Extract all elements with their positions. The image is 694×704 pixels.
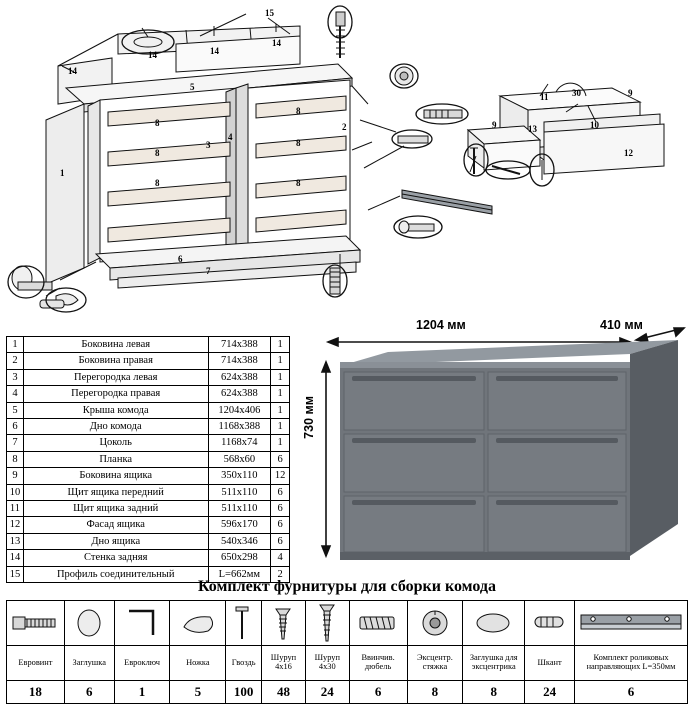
hardware-qty: 8 [463, 681, 525, 704]
callout-11: 11 [540, 92, 549, 102]
hardware-label: Шуруп 4x16 [262, 646, 306, 681]
hardware-qty: 1 [114, 681, 170, 704]
callout-8-b: 8 [155, 148, 160, 158]
table-row [7, 369, 290, 385]
photo-svg [300, 318, 690, 578]
table-row [7, 517, 290, 533]
hardware-cell-confirmat-dowel [349, 601, 407, 646]
callout-7: 7 [206, 266, 211, 276]
callout-14-a: 14 [148, 50, 157, 60]
hardware-qty: 6 [64, 681, 114, 704]
hardware-cell-slide-rail [575, 601, 688, 646]
hardware-cell-euro-key [114, 601, 170, 646]
part-name: Планка [23, 451, 208, 467]
part-no: 14 [7, 550, 24, 566]
callout-10: 10 [590, 120, 599, 130]
part-name: Щит ящика задний [23, 501, 208, 517]
hardware-cell-dowel [525, 601, 575, 646]
part-size: 540x346 [208, 533, 271, 549]
height-dimension-label: 730 мм [302, 396, 316, 439]
euro-key-icon [115, 601, 170, 645]
part-size: 511x110 [208, 501, 271, 517]
table-row [7, 501, 290, 517]
confirmat-dowel-icon [350, 601, 407, 645]
part-name: Боковина правая [23, 353, 208, 369]
hardware-qty: 48 [262, 681, 306, 704]
part-qty: 1 [271, 386, 290, 402]
part-qty: 4 [271, 550, 290, 566]
exploded-assembly-diagram [0, 0, 694, 316]
part-qty: 6 [271, 517, 290, 533]
part-size: 624x388 [208, 369, 271, 385]
hardware-label: Ввинчив. дюбель [349, 646, 407, 681]
callout-5: 5 [190, 82, 195, 92]
table-row [7, 386, 290, 402]
part-qty: 6 [271, 484, 290, 500]
table-row [7, 550, 290, 566]
part-size: 350x110 [208, 468, 271, 484]
callout-14-b: 14 [210, 46, 219, 56]
hardware-qty: 6 [349, 681, 407, 704]
hardware-label: Шуруп 4x30 [305, 646, 349, 681]
part-no: 11 [7, 501, 24, 517]
callout-3: 3 [206, 140, 211, 150]
cap-icon [65, 601, 114, 645]
table-row [7, 402, 290, 418]
table-row [7, 451, 290, 467]
table-row [7, 337, 290, 353]
part-no: 10 [7, 484, 24, 500]
part-qty: 2 [271, 566, 290, 582]
callout-8-e: 8 [296, 138, 301, 148]
part-name: Дно ящика [23, 533, 208, 549]
hardware-cell-cam-lock [407, 601, 463, 646]
part-qty: 12 [271, 468, 290, 484]
part-name: Боковина левая [23, 337, 208, 353]
part-qty: 1 [271, 353, 290, 369]
part-name: Щит ящика передний [23, 484, 208, 500]
hardware-label: Гвоздь [226, 646, 262, 681]
screw-4x30-icon [306, 601, 349, 645]
callout-15: 15 [265, 8, 274, 18]
part-size: 624x388 [208, 386, 271, 402]
part-name: Фасад ящика [23, 517, 208, 533]
part-name: Профиль соединительный [23, 566, 208, 582]
hardware-label-row [7, 646, 688, 681]
part-size: 596x170 [208, 517, 271, 533]
table-row [7, 419, 290, 435]
hardware-qty: 100 [226, 681, 262, 704]
callout-12: 12 [624, 148, 633, 158]
part-no: 9 [7, 468, 24, 484]
callout-8-c: 8 [155, 178, 160, 188]
parts-table-body [7, 337, 290, 583]
hardware-label: Шкант [525, 646, 575, 681]
callout-9-b: 9 [628, 88, 633, 98]
hardware-kit-title: Комплект фурнитуры для сборки комода [198, 578, 496, 595]
callout-2: 2 [342, 122, 347, 132]
part-size: 1168x388 [208, 419, 271, 435]
parts-table [6, 336, 290, 583]
hardware-label: Евровинт [7, 646, 65, 681]
hardware-qty-row [7, 681, 688, 704]
part-size: 714x388 [208, 337, 271, 353]
width-dimension-label: 1204 мм [416, 318, 466, 332]
depth-dimension-label: 410 мм [600, 318, 643, 332]
part-no: 3 [7, 369, 24, 385]
part-name: Стенка задняя [23, 550, 208, 566]
callout-30: 30 [572, 88, 581, 98]
part-name: Дно комода [23, 419, 208, 435]
part-no: 5 [7, 402, 24, 418]
hardware-qty: 24 [305, 681, 349, 704]
callout-8-a: 8 [155, 118, 160, 128]
hardware-label: Евроключ [114, 646, 170, 681]
hardware-qty: 6 [575, 681, 688, 704]
part-name: Цоколь [23, 435, 208, 451]
hardware-qty: 24 [525, 681, 575, 704]
hardware-label: Ножка [170, 646, 226, 681]
hardware-cell-cap [64, 601, 114, 646]
part-qty: 1 [271, 369, 290, 385]
hardware-label: Заглушка [64, 646, 114, 681]
euro-screw-icon [7, 601, 64, 645]
part-size: 650x298 [208, 550, 271, 566]
hardware-qty: 5 [170, 681, 226, 704]
cam-lock-icon [408, 601, 463, 645]
part-qty: 1 [271, 402, 290, 418]
hardware-cell-leg [170, 601, 226, 646]
part-no: 1 [7, 337, 24, 353]
hardware-qty: 18 [7, 681, 65, 704]
leg-icon [170, 601, 225, 645]
part-size: 568x60 [208, 451, 271, 467]
part-qty: 1 [271, 435, 290, 451]
part-no: 8 [7, 451, 24, 467]
product-photo [300, 318, 690, 578]
part-no: 15 [7, 566, 24, 582]
nail-icon [226, 601, 261, 645]
hardware-qty: 8 [407, 681, 463, 704]
hardware-icon-row [7, 601, 688, 646]
part-no: 7 [7, 435, 24, 451]
callout-14-c: 14 [272, 38, 281, 48]
hardware-label: Эксцентр. стяжка [407, 646, 463, 681]
part-no: 13 [7, 533, 24, 549]
part-no: 2 [7, 353, 24, 369]
table-row [7, 468, 290, 484]
dowel-icon [525, 601, 574, 645]
part-name: Перегородка правая [23, 386, 208, 402]
hardware-label: Комплект роликовых направляющих L=350мм [575, 646, 688, 681]
table-row [7, 484, 290, 500]
hardware-cell-cam-cap [463, 601, 525, 646]
slide-rail-icon [575, 601, 687, 645]
part-qty: 6 [271, 451, 290, 467]
part-no: 6 [7, 419, 24, 435]
part-name: Боковина ящика [23, 468, 208, 484]
hardware-cell-screw-4x16 [262, 601, 306, 646]
hardware-kit-body [7, 601, 688, 704]
table-row [7, 353, 290, 369]
table-row [7, 533, 290, 549]
callout-8-f: 8 [296, 178, 301, 188]
hardware-label: Заглушка для эксцентрика [463, 646, 525, 681]
part-qty: 1 [271, 419, 290, 435]
part-size: 1204x406 [208, 402, 271, 418]
part-name: Крыша комода [23, 402, 208, 418]
callout-9-a: 9 [492, 120, 497, 130]
hardware-kit-table [6, 600, 688, 704]
callout-1: 1 [60, 168, 65, 178]
callout-6: 6 [178, 254, 183, 264]
part-size: 1168x74 [208, 435, 271, 451]
hardware-cell-screw-4x30 [305, 601, 349, 646]
callout-14-d: 14 [68, 66, 77, 76]
part-qty: 6 [271, 533, 290, 549]
part-size: 511x110 [208, 484, 271, 500]
callout-13: 13 [528, 124, 537, 134]
part-size: 714x388 [208, 353, 271, 369]
part-qty: 1 [271, 337, 290, 353]
hardware-cell-nail [226, 601, 262, 646]
screw-4x16-icon [262, 601, 305, 645]
cam-cap-icon [463, 601, 524, 645]
part-name: Перегородка левая [23, 369, 208, 385]
table-row [7, 435, 290, 451]
part-no: 12 [7, 517, 24, 533]
diagram-svg [0, 0, 694, 320]
callout-4: 4 [228, 132, 233, 142]
callout-8-d: 8 [296, 106, 301, 116]
part-qty: 6 [271, 501, 290, 517]
part-no: 4 [7, 386, 24, 402]
hardware-cell-euro-screw [7, 601, 65, 646]
part-size: L=662мм [208, 566, 271, 582]
